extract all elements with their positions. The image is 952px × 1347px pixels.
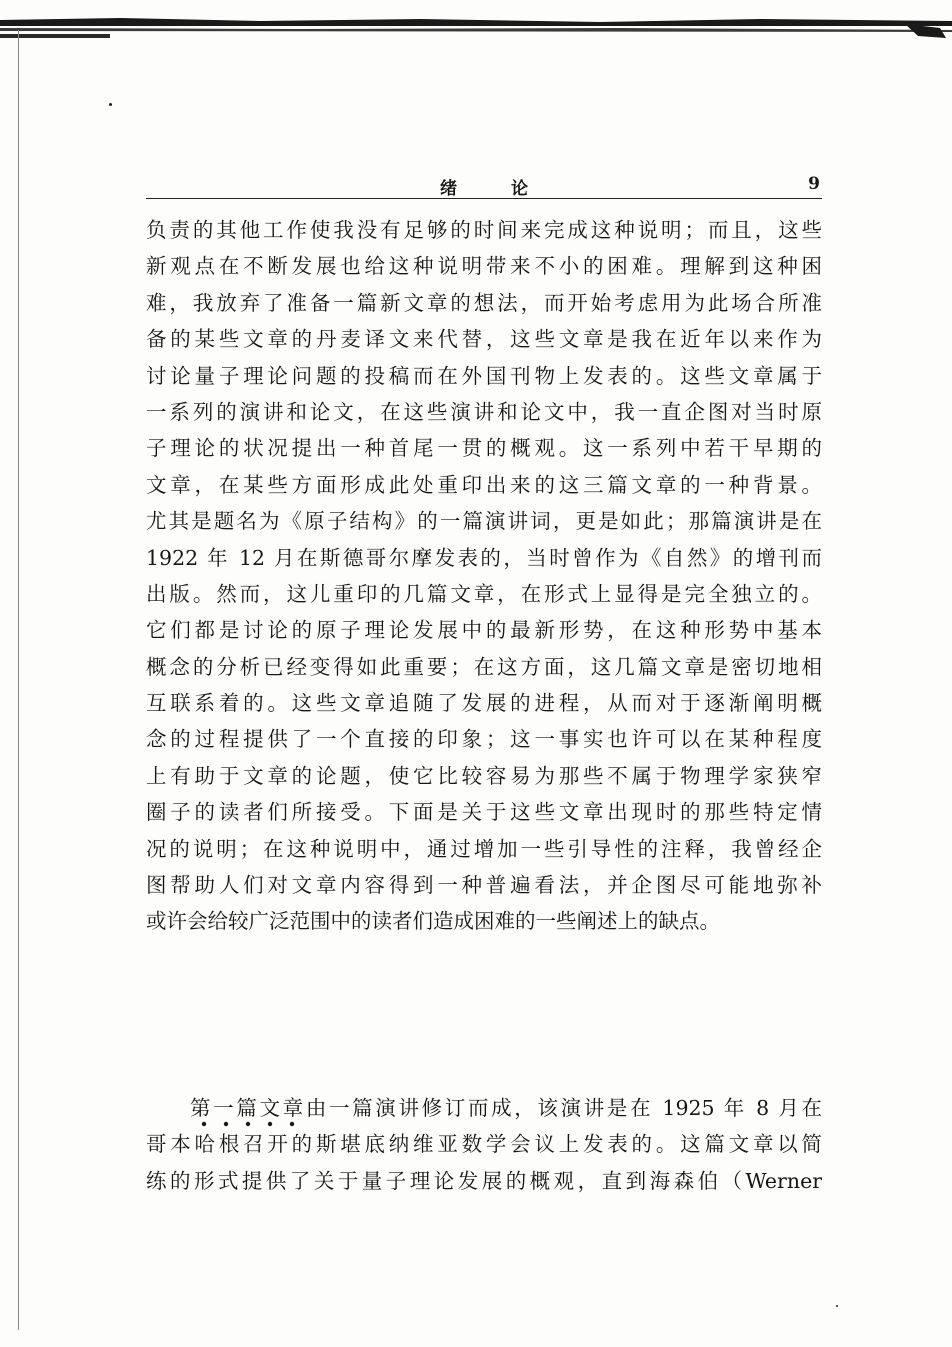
text-line: 它们都是讨论的原子理论发展中的最新形势，在这种形势中基本 — [146, 618, 822, 643]
text-line: 图帮助人们对文章内容得到一种普遍看法，并企图尽可能地弥补 — [146, 873, 822, 898]
text-line: 上有助于文章的论题，使它比较容易为那些不属于物理学家狭窄 — [146, 763, 822, 788]
text-line: 子理论的状况提出一种首尾一贯的概观。这一系列中若干早期的 — [146, 436, 822, 461]
text-line: 互联系着的。这些文章追随了发展的进程，从而对于逐渐阐明概 — [146, 691, 822, 716]
page-number: 9 — [808, 174, 820, 194]
scan-speck — [836, 1305, 838, 1307]
paragraph-1 — [146, 212, 822, 940]
text-line: 概念的分析已经变得如此重要；在这方面，这几篇文章是密切地相 — [146, 654, 822, 679]
text-line: 新观点在不断发展也给这种说明带来不小的困难。理解到这种困 — [146, 254, 822, 279]
text-line: 哥本哈根召开的斯堪底纳维亚数学会议上发表的。这篇文章以简 — [146, 1132, 822, 1157]
emphasis-dots — [194, 1120, 304, 1128]
text-line: 负责的其他工作使我没有足够的时间来完成这种说明；而且，这些 — [146, 218, 822, 242]
header-title: 绪 论 — [440, 179, 552, 199]
text-line: 练的形式提供了关于量子理论发展的概观，直到海森伯（Werner — [146, 1168, 822, 1193]
text-line: 况的说明；在这种说明中，通过增加一些引导性的注释，我曾经企 — [146, 836, 822, 861]
scan-left-edge — [18, 30, 19, 1330]
text-line: 1922 年 12 月在斯德哥尔摩发表的，当时曾作为《自然》的增刊而 — [146, 545, 822, 570]
text-line: 一系列的演讲和论文，在这些演讲和论文中，我一直企图对当时原 — [146, 399, 822, 424]
scan-edge-artifact — [0, 14, 952, 40]
text-line: 圈子的读者们所接受。下面是关于这些文章出现时的那些特定情 — [146, 800, 822, 825]
text-line: 尤其是题名为《原子结构》的一篇演讲词，更是如此；那篇演讲是在 — [146, 509, 822, 534]
scan-speck — [109, 103, 112, 106]
text-line: 讨论量子理论问题的投稿而在外国刊物上发表的。这些文章属于 — [146, 363, 822, 388]
text-line: 备的某些文章的丹麦译文来代替，这些文章是我在近年以来作为 — [146, 327, 822, 352]
text-line: 或许会给较广泛范围中的读者们造成困难的一些阐述上的缺点。 — [146, 909, 720, 934]
text-line: 念的过程提供了一个直接的印象；这一事实也许可以在某种程度 — [146, 727, 822, 752]
paragraph-2 — [146, 1090, 822, 1199]
text-line: 文章，在某些方面形成此处重印出来的这三篇文章的一种背景。 — [146, 472, 822, 497]
text-fragment: 由一篇演讲修订而成，该演讲是在 1925 年 8 月在 — [305, 1096, 822, 1120]
text-line: 难，我放弃了准备一篇新文章的想法，而开始考虑用为此场合所准 — [146, 290, 822, 315]
text-line: 出版。然而，这儿重印的几篇文章，在形式上显得是完全独立的。 — [146, 581, 822, 606]
emphasized-term: 第一篇文章 — [190, 1096, 306, 1120]
running-header — [146, 172, 822, 199]
